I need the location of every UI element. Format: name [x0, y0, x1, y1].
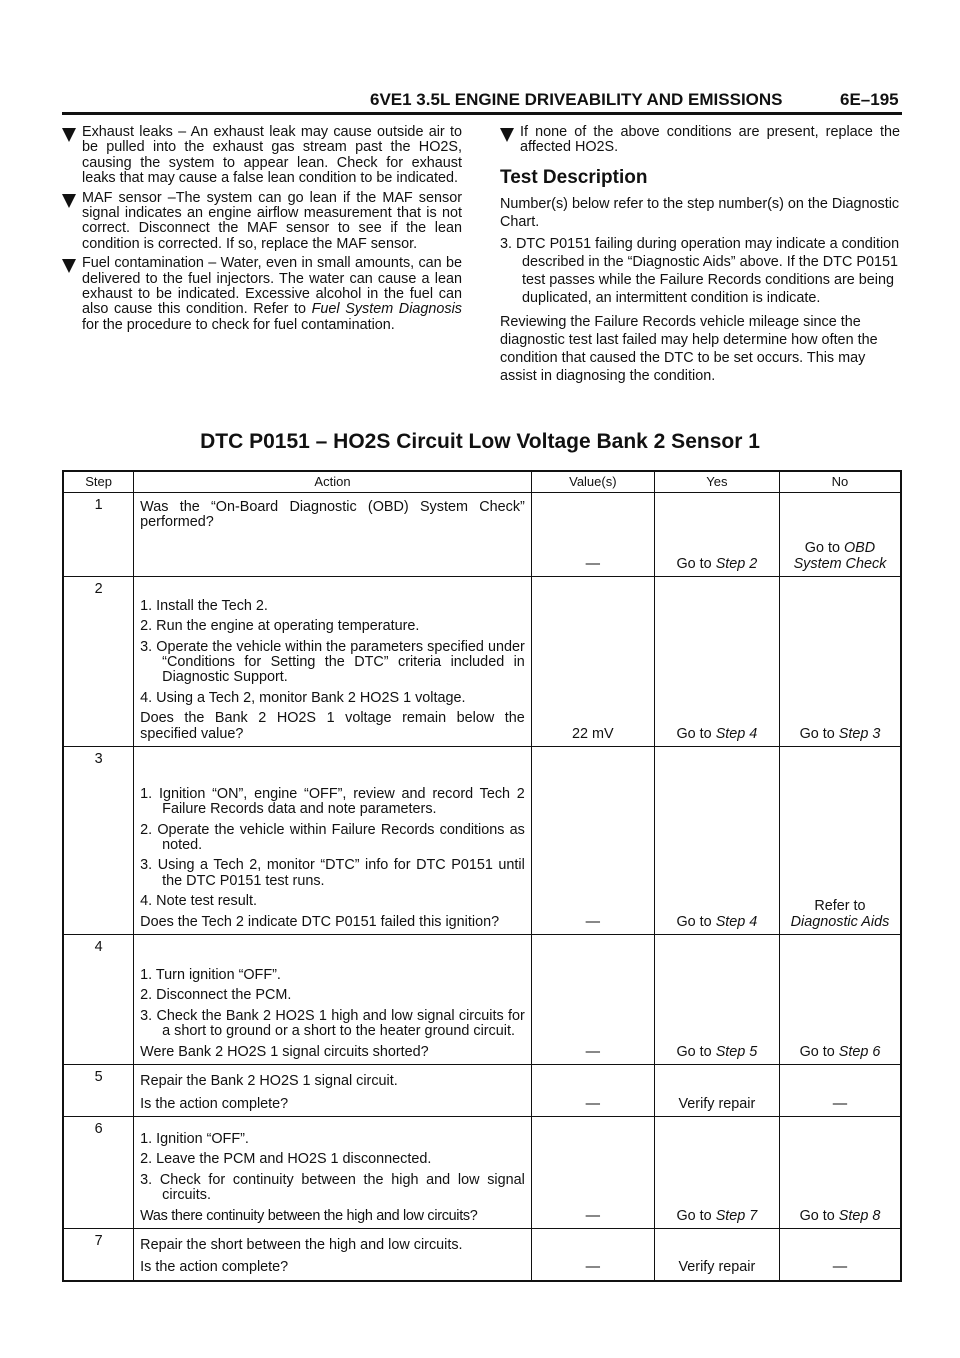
right-column: [500, 125, 900, 389]
bullet-replace-ho2s: If none of the above conditions are present, replace the affected HO2S.: [500, 125, 900, 156]
action-cell: [134, 747, 532, 935]
no-cell: Go to Step 3: [779, 577, 901, 747]
bullet-maf-sensor: MAF sensor –The system can go lean if the MAF sensor signal indicates an engine airflow measurement that is not correct. Disconnect the MAF sensor to see if the lean condition is corrected. If so, replace the MAF sensor.: [62, 191, 462, 253]
column-no: No: [779, 471, 901, 493]
action-question: Was the “On-Board Diagnostic (OBD) System Check” performed?: [140, 499, 525, 531]
yes-cell: Go to Step 5: [654, 935, 779, 1065]
yes-step-link[interactable]: Step 5: [715, 1043, 758, 1060]
yes-step-link[interactable]: Step 4: [715, 725, 758, 742]
table-row: [63, 493, 901, 577]
action-cell: [134, 935, 532, 1065]
action-item: 1. Ignition “ON”, engine “OFF”, review and record Tech 2 Failure Records data and note parameters.: [140, 785, 525, 818]
action-item: 3. Operate the vehicle within the parameters specified under “Conditions for Setting the DTC” criteria included in Diagnostic Support.: [140, 638, 525, 686]
triangle-bullet-icon: [500, 128, 514, 142]
step-number: 3: [63, 747, 134, 935]
action-cell: [134, 1229, 532, 1281]
no-cell: —: [779, 1229, 901, 1281]
yes-cell: Verify repair: [654, 1229, 779, 1281]
action-question: Were Bank 2 HO2S 1 signal circuits shorted?: [140, 1043, 429, 1060]
action-item: 3. Check for continuity between the high and low signal circuits.: [140, 1171, 525, 1204]
value-cell: 22 mV: [531, 577, 654, 747]
table-row: [63, 1117, 901, 1229]
step-number: 4: [63, 935, 134, 1065]
table-row: [63, 935, 901, 1065]
test-description-heading: Test Description: [500, 166, 648, 188]
column-action: Action: [134, 471, 532, 493]
table-row: [63, 1065, 901, 1117]
action-item: 2. Disconnect the PCM.: [140, 987, 292, 1004]
section-number: 6E–195: [840, 90, 899, 109]
bullet-fuel-contamination: Fuel contamination – Water, even in small amounts, can be delivered to the fuel injectors. The water can cause a lean exhaust to be indicated. Excessive alcohol in the fuel can also cause this condition. Refer to Fuel System Diagnosis for the procedure to check for fuel contamination.: [62, 256, 462, 333]
triangle-bullet-icon: [62, 128, 76, 142]
table-header-row: [63, 471, 901, 493]
action-item: 4. Using a Tech 2, monitor Bank 2 HO2S 1 voltage.: [140, 689, 466, 706]
step-number: 2: [63, 577, 134, 747]
step-number: 7: [63, 1229, 134, 1281]
value-cell: —: [531, 1065, 654, 1117]
action-item: Repair the short between the high and low circuits.: [140, 1236, 463, 1253]
no-step-link[interactable]: Step 3: [838, 725, 881, 742]
no-step-link[interactable]: Diagnostic Aids: [790, 913, 890, 930]
step-number: 1: [63, 493, 134, 577]
action-question: Is the action complete?: [140, 1095, 289, 1112]
no-cell: Refer to Diagnostic Aids: [779, 747, 901, 935]
action-item: 2. Operate the vehicle within Failure Records conditions as noted.: [140, 821, 525, 853]
action-question: Does the Tech 2 indicate DTC P0151 failed this ignition?: [140, 913, 500, 930]
yes-cell: Go to Step 7: [654, 1117, 779, 1229]
action-cell: [134, 1065, 532, 1117]
value-cell: —: [531, 935, 654, 1065]
action-question: Is the action complete?: [140, 1259, 289, 1276]
action-item: 2. Leave the PCM and HO2S 1 disconnected.: [140, 1151, 432, 1168]
action-item: 3. Check the Bank 2 HO2S 1 high and low signal circuits for a short to ground or a short to the heater ground circuit.: [140, 1007, 525, 1040]
no-step-link[interactable]: OBD System Check: [793, 540, 887, 572]
triangle-bullet-icon: [62, 259, 76, 273]
bullet-exhaust-leaks: Exhaust leaks – An exhaust leak may cause outside air to be pulled into the exhaust gas stream past the HO2S, causing the system to appear lean. Check for exhaust leaks that may cause a false lean condition to be indicated.: [62, 125, 462, 187]
value-cell: —: [531, 747, 654, 935]
action-item: 1. Install the Tech 2.: [140, 597, 268, 614]
action-item: 1. Ignition “OFF”.: [140, 1130, 249, 1147]
value-cell: —: [531, 493, 654, 577]
yes-cell: Verify repair: [654, 1065, 779, 1117]
yes-cell: Go to Step 4: [654, 577, 779, 747]
action-item: 3. Using a Tech 2, monitor “DTC” info for DTC P0151 until the DTC P0151 test runs.: [140, 857, 525, 889]
step-number: 5: [63, 1065, 134, 1117]
yes-cell: Go to Step 4: [654, 747, 779, 935]
action-cell: [134, 1117, 532, 1229]
no-step-link[interactable]: Step 8: [838, 1207, 881, 1224]
column-step: Step: [63, 471, 134, 493]
yes-step-link[interactable]: Step 4: [715, 913, 758, 930]
triangle-bullet-icon: [62, 194, 76, 208]
header-rule: [62, 112, 902, 115]
step-number: 6: [63, 1117, 134, 1229]
yes-step-link[interactable]: Step 7: [715, 1207, 758, 1224]
diagnostic-table: [62, 470, 902, 1282]
test-description-step3: 3. DTC P0151 failing during operation may indicate a condition described in the “Diagnostic Aids” above. If the DTC P0151 test passes while the Failure Records conditions are being duplicated, an intermittent condition is indicate.: [500, 236, 900, 307]
action-item: 2. Run the engine at operating temperature.: [140, 618, 420, 635]
table-row: [63, 1229, 901, 1281]
action-cell: [134, 577, 532, 747]
action-question: Does the Bank 2 HO2S 1 voltage remain below the specified value?: [140, 710, 525, 742]
column-yes: Yes: [654, 471, 779, 493]
no-cell: Go to Step 6: [779, 935, 901, 1065]
left-column: [62, 125, 462, 333]
value-cell: —: [531, 1117, 654, 1229]
value-cell: —: [531, 1229, 654, 1281]
header-title: 6VE1 3.5L ENGINE DRIVEABILITY AND EMISSIONS: [370, 90, 783, 109]
action-item: Repair the Bank 2 HO2S 1 signal circuit.: [140, 1073, 398, 1090]
yes-cell: Go to Step 2: [654, 493, 779, 577]
test-description-review: Reviewing the Failure Records vehicle mileage since the diagnostic test last failed may help determine how often the condition that caused the DTC to be set occurs. This may assist in diagnosing the condition.: [500, 314, 878, 385]
no-cell: Go to Step 8: [779, 1117, 901, 1229]
action-question: Was there continuity between the high and low circuits?: [140, 1207, 478, 1224]
action-item: 1. Turn ignition “OFF”.: [140, 966, 281, 983]
action-item: 4. Note test result.: [140, 893, 257, 910]
no-step-link[interactable]: Step 6: [838, 1043, 881, 1060]
test-description-intro: Number(s) below refer to the step number(s) on the Diagnostic Chart.: [500, 196, 900, 231]
page-header: [370, 90, 899, 110]
no-cell: Go to OBD System Check: [779, 493, 901, 577]
yes-step-link[interactable]: Step 2: [715, 555, 758, 572]
table-title: DTC P0151 – HO2S Circuit Low Voltage Bank 2 Sensor 1: [200, 430, 760, 453]
no-cell: —: [779, 1065, 901, 1117]
table-row: [63, 577, 901, 747]
column-values: Value(s): [531, 471, 654, 493]
table-row: [63, 747, 901, 935]
